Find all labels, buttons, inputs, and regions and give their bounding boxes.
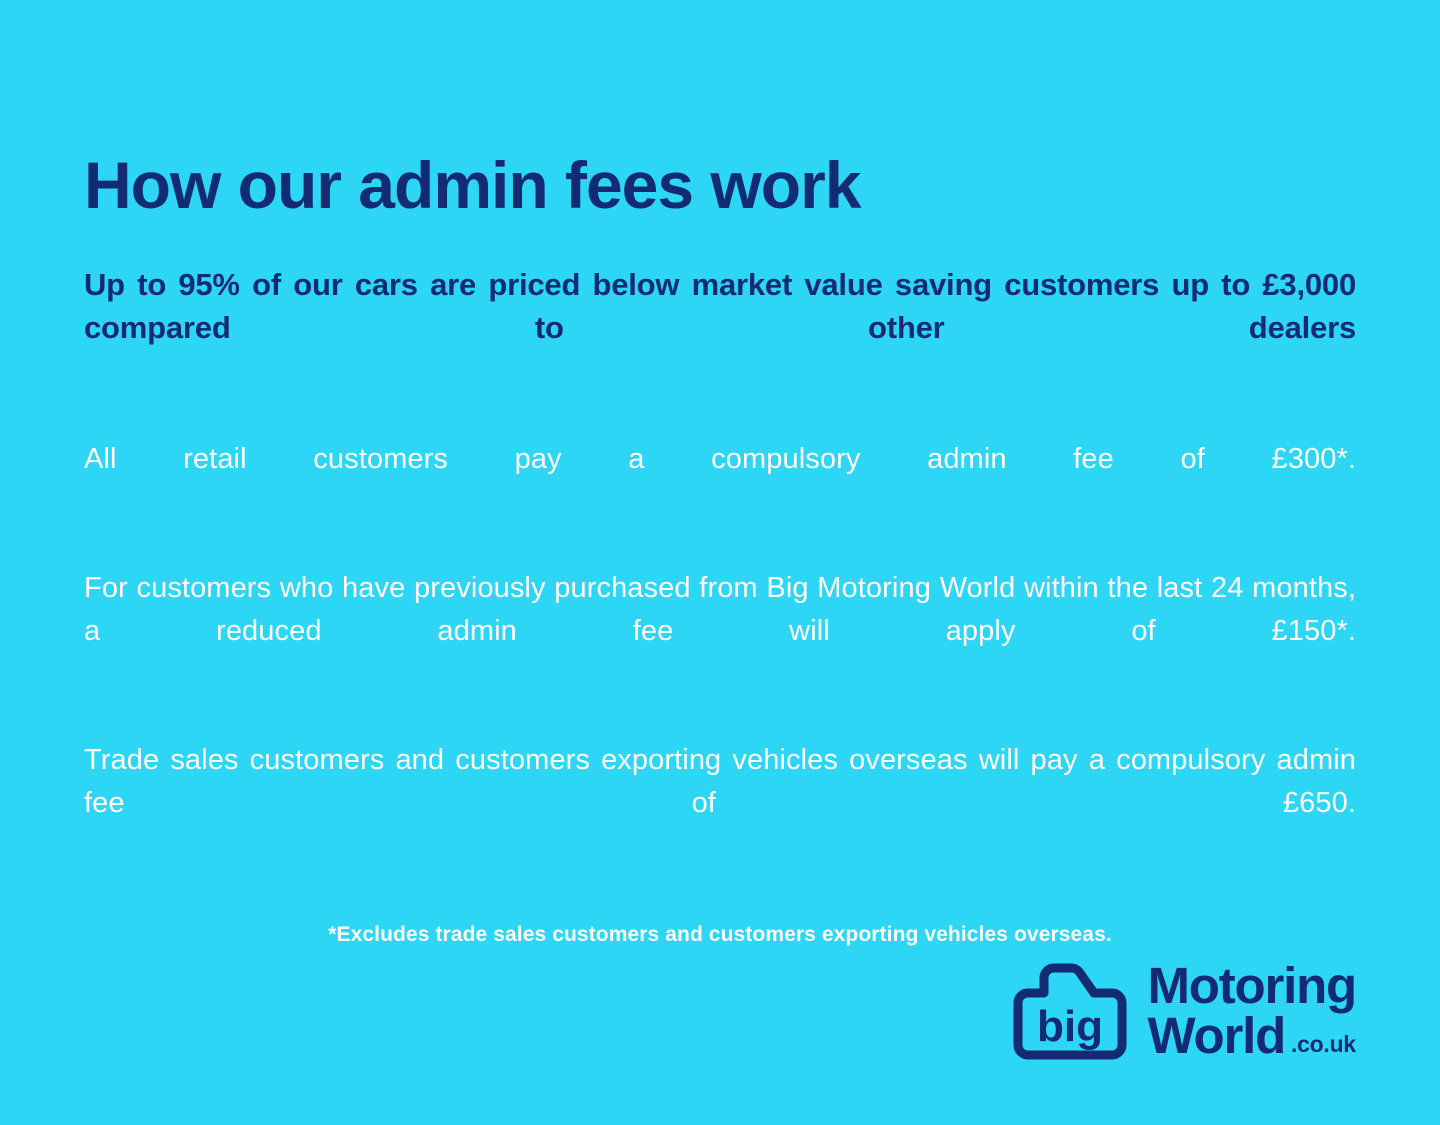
svg-text:big: big: [1036, 1002, 1103, 1052]
paragraph-returning-customer-fee: For customers who have previously purchased from Big Motoring World within the last 24 months, a reduced admin fee will apply of £150*.: [84, 572, 1356, 647]
logo-line-motoring: Motoring: [1147, 957, 1356, 1015]
slide-canvas: [0, 44, 1440, 1125]
logo-wordmark: [1147, 957, 1357, 1065]
footnote-disclaimer: *Excludes trade sales customers and customers exporting vehicles overseas.: [328, 923, 1112, 947]
logo-tld: .co.uk: [1291, 1030, 1356, 1057]
page-title: How our admin fees work: [84, 148, 861, 223]
subheading: Up to 95% of our cars are priced below market value saving customers up to £3,000 compared to other dealers: [84, 266, 1356, 345]
paragraph-trade-export-fee: Trade sales customers and customers exporting vehicles overseas will pay a compulsory admin fee of £650.: [84, 744, 1356, 819]
brand-logo: [1008, 959, 1357, 1063]
logo-line-world-row: [1147, 1007, 1357, 1065]
big-car-icon: [1008, 959, 1134, 1063]
body-content: [84, 438, 1356, 867]
paragraph-retail-fee: All retail customers pay a compulsory admin fee of £300*.: [84, 443, 1356, 476]
logo-line-world: World: [1147, 1007, 1286, 1065]
